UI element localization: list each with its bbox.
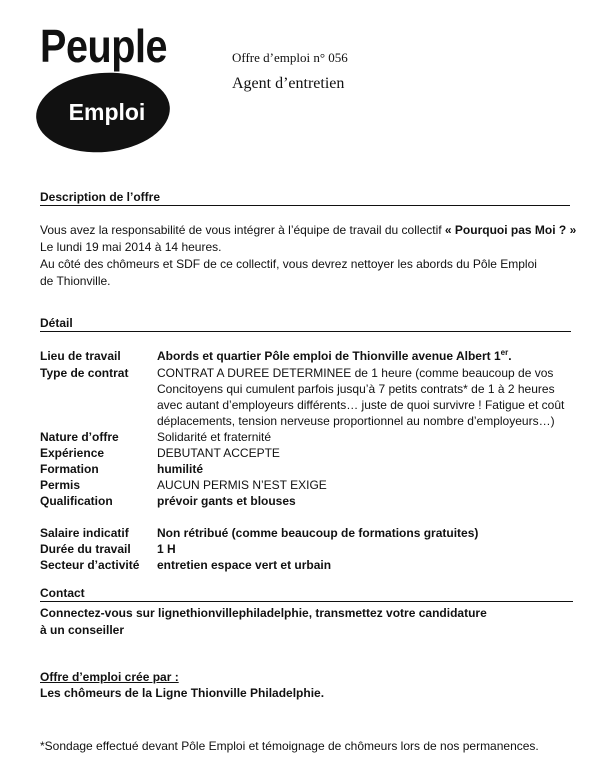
detail-value: AUCUN PERMIS N’EST EXIGE	[157, 478, 327, 492]
description-line: de Thionville.	[40, 274, 111, 288]
detail-value: humilité	[157, 462, 204, 476]
section-heading-contact: Contact	[40, 586, 573, 602]
detail-row-secteur	[0, 557, 600, 573]
author-name: Les chômeurs de la Ligne Thionville Philadelphie.	[40, 686, 325, 700]
offer-number: Offre d’emploi n° 056	[232, 50, 348, 65]
detail-value-text: Abords et quartier Pôle emploi de Thionville avenue Albert 1	[157, 349, 501, 363]
footnote: *Sondage effectué devant Pôle Emploi et témoignage de chômeurs lors de nos permanences.	[40, 739, 539, 753]
description-text: Vous avez la responsabilité de vous intégrer à l’équipe de travail du collectif	[40, 223, 445, 237]
description-line: Le lundi 19 mai 2014 à 14 heures.	[40, 240, 222, 254]
description-line	[40, 222, 576, 238]
section-heading-description: Description de l’offre	[40, 190, 570, 206]
detail-label: Lieu de travail	[40, 349, 121, 363]
description-line: Au côté des chômeurs et SDF de ce collectif, vous devrez nettoyer les abords du Pôle Emploi	[40, 257, 537, 271]
author-heading: Offre d’emploi crée par :	[40, 670, 179, 684]
detail-value-line: déplacements, tension nerveuse proportionnel au nombre d’employeurs…)	[157, 414, 555, 428]
detail-value: entretien espace vert et urbain	[157, 558, 332, 572]
detail-row-salaire	[0, 525, 600, 541]
detail-row-type-de-contrat	[0, 365, 600, 428]
detail-row-experience	[0, 445, 600, 461]
logo-word-emploi: Emploi	[68, 99, 146, 125]
detail-value: Non rétribué (comme beaucoup de formations gratuites)	[157, 526, 479, 540]
detail-label: Formation	[40, 462, 99, 476]
detail-label: Qualification	[40, 494, 113, 508]
collective-name: « Pourquoi pas Moi ? »	[444, 223, 577, 237]
ordinal-superscript: er	[500, 348, 509, 357]
detail-value-line: avec autant d’employeurs différents… juste de quoi survivre ! Fatigue et coût	[157, 398, 565, 412]
detail-label: Nature d’offre	[40, 430, 119, 444]
detail-row-duree	[0, 541, 600, 557]
job-title: Agent d’entretien	[232, 75, 345, 92]
detail-value: DEBUTANT ACCEPTE	[157, 446, 280, 460]
detail-label: Salaire indicatif	[40, 526, 129, 540]
section-heading-detail: Détail	[40, 316, 571, 332]
detail-value-line: Concitoyens qui cumulent parfois jusqu’à 7 petits contrats* de 1 à 2 heures	[157, 382, 555, 396]
detail-value	[157, 348, 512, 364]
logo-word-peuple: Peuple	[40, 20, 168, 72]
detail-row-nature-offre	[0, 429, 600, 445]
detail-row-permis	[0, 477, 600, 493]
detail-value: 1 H	[157, 542, 176, 556]
detail-value: prévoir gants et blouses	[157, 494, 296, 508]
detail-row-qualification	[0, 493, 600, 509]
detail-label: Expérience	[40, 446, 105, 460]
detail-row-lieu-de-travail	[0, 348, 600, 364]
detail-value-end: .	[508, 349, 512, 363]
contact-line: Connectez-vous sur lignethionvillephiladelphie, transmettez votre candidature	[40, 606, 487, 620]
detail-value-line: CONTRAT A DUREE DETERMINEE de 1 heure (comme beaucoup de vos	[157, 366, 554, 380]
detail-label: Type de contrat	[40, 366, 129, 380]
detail-label: Permis	[40, 478, 81, 492]
detail-value: Solidarité et fraternité	[157, 430, 272, 444]
detail-label: Secteur d’activité	[40, 558, 140, 572]
contact-line: à un conseiller	[40, 623, 125, 637]
detail-row-formation	[0, 461, 600, 477]
detail-label: Durée du travail	[40, 542, 131, 556]
